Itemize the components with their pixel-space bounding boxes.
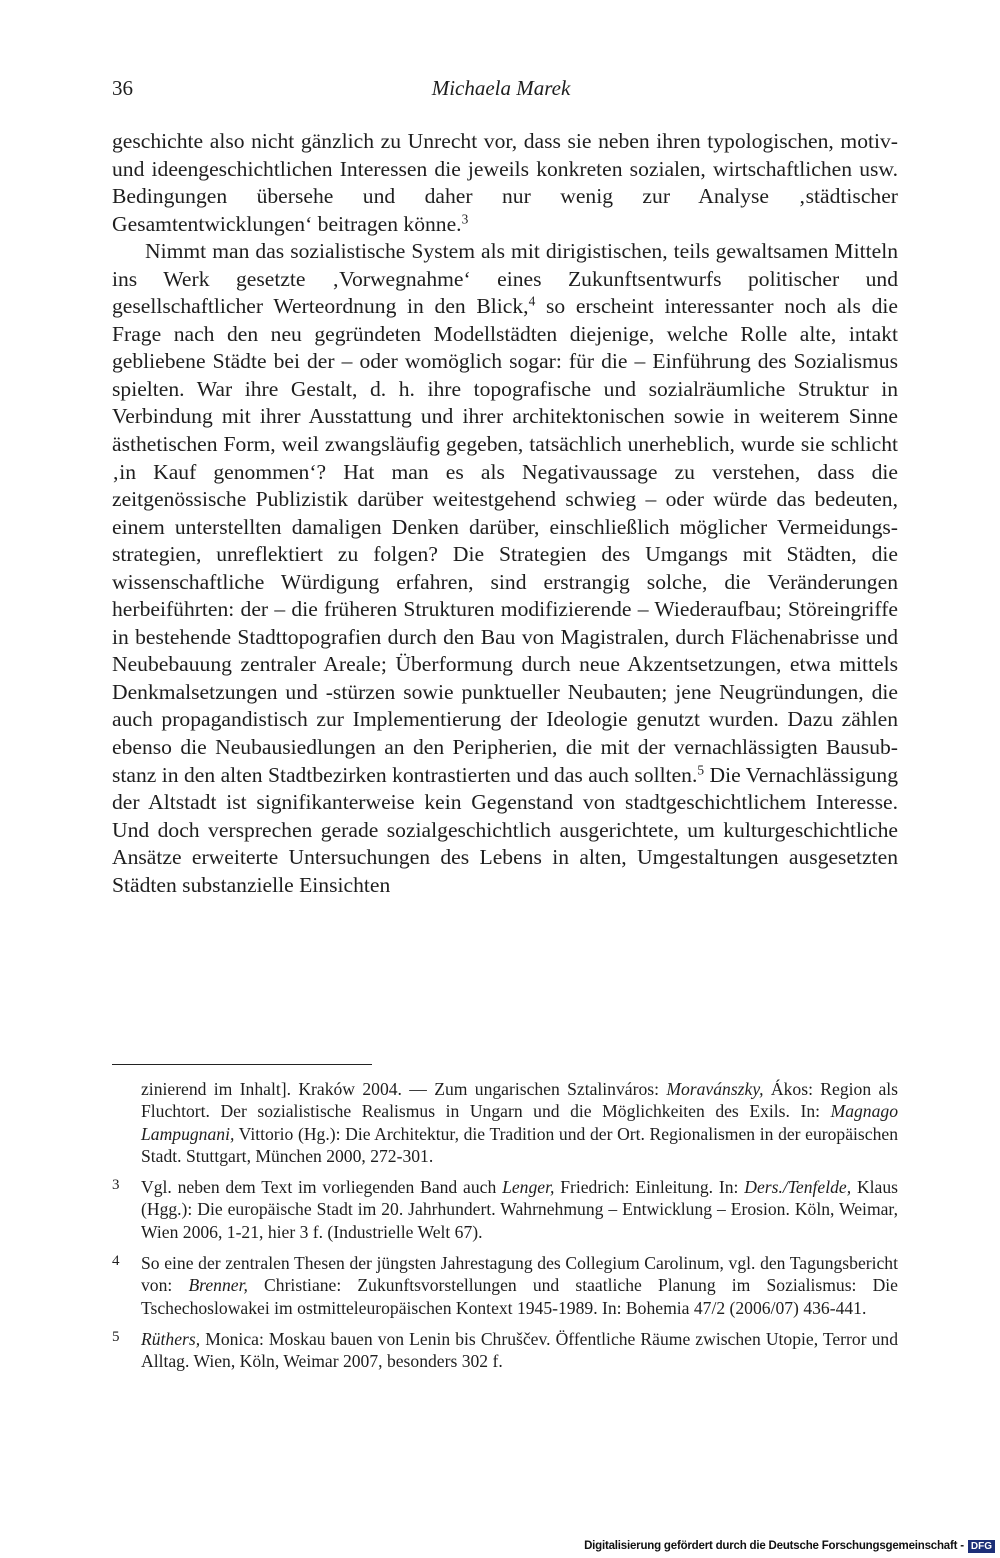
- paragraph: [112, 128, 898, 238]
- footnote-number: 4: [112, 1253, 120, 1270]
- footnote-divider: [112, 1064, 372, 1065]
- credit-text: Digitalisierung gefördert durch die Deutsche Forschungsgemeinschaft -: [584, 1540, 964, 1552]
- footnote-reference[interactable]: 3: [461, 211, 469, 227]
- footnote-text: [141, 1328, 898, 1373]
- text-run: Nimmt man das sozialistische System als mit dirigistischen, teils gewaltsamen Mitteln ins Werk gesetzte ‚Vorwegnahme‘ eines Zukunftsentwurfs politischer und gesellschaftlicher Werteordnung in den Blick,: [112, 239, 898, 319]
- text-run: So eine der zentralen Thesen der jüngsten Jahrestagung des Collegium Carolinum, vgl. den Tagungsbericht von:: [141, 1253, 898, 1296]
- dfg-logo-icon: DFG: [968, 1540, 995, 1553]
- author-surname: Ders./Tenfelde,: [744, 1177, 852, 1198]
- footnote-number: 3: [112, 1177, 120, 1194]
- author-surname: Magnago Lampugnani,: [141, 1101, 898, 1144]
- page-header: [112, 76, 890, 106]
- footnote: [112, 1252, 898, 1319]
- text-run: Klaus (Hgg.): Die europäische Stadt im 20. Jahrhundert. Wahrnehmung – Entwicklung – Erosion. Köln, Weimar, Wien 2006, 1-21, hier 3 f. (Industrielle Welt 67).: [141, 1177, 898, 1242]
- author-surname: Rüthers,: [141, 1328, 201, 1349]
- author-surname: Brenner,: [188, 1275, 248, 1296]
- author-surname: Lenger,: [502, 1177, 555, 1198]
- footnote-text: [141, 1078, 898, 1167]
- text-run: Friedrich: Einleitung. In:: [554, 1177, 745, 1198]
- text-run: Die Vernachlässigung der Altstadt ist signifikanterweise kein Gegenstand von stadtgeschichtlichem Interesse. Und doch versprechen gerade sozialgeschichtlich ausgerichtete, um kulturgeschichtliche Ansätze erweiterte Untersuchungen des Lebens in alten, Umgestaltungen ausgesetzten Städten substanzielle Einsichten: [112, 762, 898, 897]
- main-text: [112, 128, 898, 899]
- text-run: zinierend im Inhalt]. Kraków 2004. — Zum ungarischen Sztalinváros:: [141, 1079, 667, 1099]
- footnote: [112, 1078, 898, 1167]
- text-run: Vittorio (Hg.): Die Architektur, die Tradition und der Ort. Regionalismen in der europäischen Stadt. Stuttgart, München 2000, 272-301.: [141, 1123, 898, 1166]
- running-head-author: Michaela Marek: [431, 76, 571, 100]
- text-run: geschichte also nicht gänzlich zu Unrecht vor, dass sie neben ihren typologischen, motiv- und ideengeschichtlichen Interessen die jeweils konkreten sozialen, wirtschaftlichen usw. Bedingungen übersehe und daher nur wenig zur Analyse ‚städtischer Gesamtentwicklungen‘ beitragen könne.: [112, 129, 898, 236]
- author-surname: Moravánszky,: [666, 1079, 764, 1099]
- paragraph: [112, 238, 898, 899]
- text-run: Christiane: Zukunftsvorstellungen und staatliche Planung im Sozialismus: Die Tschechoslowakei im ostmitteleuropäischen Kontext 1945-1989. In: Bohemia 47/2 (2006/07) 436-441.: [141, 1275, 898, 1318]
- footnote-text: [141, 1252, 898, 1319]
- footnote-text: [141, 1176, 898, 1243]
- text-run: Vgl. neben dem Text im vorliegenden Band auch: [141, 1177, 503, 1198]
- footnote-number: 5: [112, 1328, 120, 1345]
- footnote: [112, 1176, 898, 1243]
- footnotes: [112, 1078, 898, 1382]
- text-run: Ákos: Region als Fluchtort. Der sozialistische Realismus in Ungarn und die Möglichkeiten des Exils. In:: [141, 1079, 898, 1122]
- digitization-credit: [584, 1537, 995, 1555]
- footnote: [112, 1328, 898, 1373]
- text-run: so erscheint interessanter noch als die Frage nach den neu gegründeten Modellstädten diejenige, welche Rolle alte, intakt gebliebene Städte bei der – oder womöglich sogar: für die – Einführung des Sozialismus spielten. War ihre Gestalt, d. h. ihre topografische und sozialräumliche Struktur in Verbindung mit ihrer Ausstattung und ihrer architektonischen sowie in weiterem Sinne ästhetischen Form, weil zwangsläufig gegeben, tatsächlich unerheblich, wurde sie schlicht ‚in Kauf genommen‘? Hat man es als Negativaussage zu verstehen, dass die zeitgenössische Publizistik darüber weitestgehend schwieg – oder würde das bedeuten, einem unterstellten damaligen Denken darüber, einschließlich möglicher Vermeidungsstrategien, unreflektiert zu folgen? Die Strategien des Umgangs mit Städten, die wissenschaftliche Würdigung erfahren, sind erstrangig solche, die Veränderungen herbeiführten: der – die früheren Strukturen modifizierende – Wiederaufbau; Störeingriffe in bestehende Stadttopografien durch den Bau von Magistralen, durch Flächenabrisse und Neubebauung zentraler Areale; Überformung durch neue Akzentsetzungen, etwa mittels Denkmalsetzungen und -stürzen sowie punktueller Neubauten; jene Neugründungen, die auch propagandistisch zur Implementierung der Ideologie genutzt wurden. Dazu zählen ebenso die Neubausiedlungen an den Peripherien, die mit der vernachlässigten Bausubstanz in den alten Stadtbezirken kontrastierten und das auch sollten.: [112, 294, 898, 787]
- footnote-reference[interactable]: 5: [697, 762, 705, 778]
- text-run: Monica: Moskau bauen von Lenin bis Chruščev. Öffentliche Räume zwischen Utopie, Terror und Alltag. Wien, Köln, Weimar 2007, besonders 302 f.: [141, 1328, 898, 1372]
- page-number: 36: [112, 76, 133, 100]
- footnote-reference[interactable]: 4: [528, 293, 536, 309]
